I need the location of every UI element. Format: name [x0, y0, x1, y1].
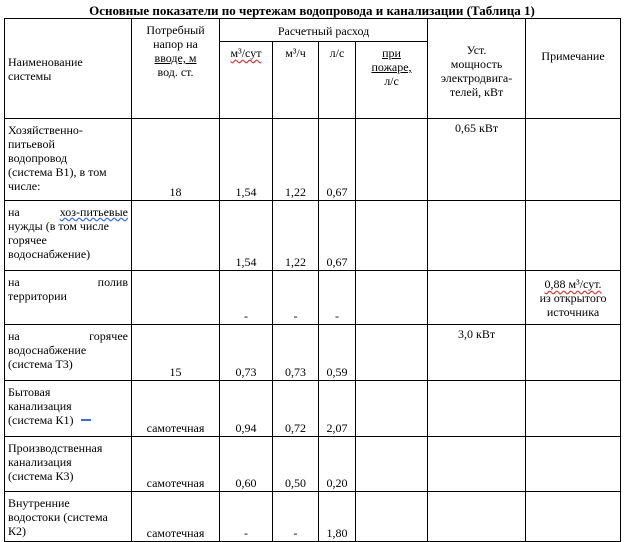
- header-flow-group: Расчетный расход: [220, 19, 428, 42]
- row-power: [428, 381, 526, 437]
- row-l-s: 1,80: [319, 492, 356, 542]
- row-fire: [356, 381, 428, 437]
- row-l-s: 0,67: [319, 201, 356, 271]
- table-title: Основные показатели по чертежам водопровода и канализации (Таблица 1): [89, 3, 535, 18]
- row-note: [526, 325, 621, 381]
- table-row: [5, 492, 621, 542]
- row-pressure: [132, 271, 220, 325]
- table-row: [5, 325, 621, 381]
- row-m3-day: 1,54: [220, 201, 273, 271]
- header-m3-day: м³/сут: [220, 42, 273, 119]
- header-pressure: Потребный напор на вводе, м вод. ст.: [132, 19, 220, 119]
- tab-marker: [81, 419, 91, 421]
- row-name: на хоз-питьевые нужды (в том числе горячее водоснабжение): [5, 201, 132, 271]
- row-power: [428, 201, 526, 271]
- row-note: [526, 437, 621, 492]
- row-fire: [356, 119, 428, 201]
- row-l-s: 0,20: [319, 437, 356, 492]
- header-power: Уст. мощность электродвига- телей, кВт: [428, 19, 526, 119]
- row-l-s: 0,67: [319, 119, 356, 201]
- row-l-s: -: [319, 271, 356, 325]
- row-power: 3,0 кВт: [428, 325, 526, 381]
- row-m3-day: 1,54: [220, 119, 273, 201]
- row-pressure: 15: [132, 325, 220, 381]
- row-fire: [356, 437, 428, 492]
- row-fire: [356, 271, 428, 325]
- header-name: Наименование системы: [5, 19, 132, 119]
- row-note: [526, 119, 621, 201]
- table-row: [5, 271, 621, 325]
- header-fire: при пожаре, л/с: [356, 42, 428, 119]
- header-m3-hour: м³/ч: [273, 42, 319, 119]
- table-row: [5, 119, 621, 201]
- row-fire: [356, 325, 428, 381]
- row-m3-hour: 1,22: [273, 201, 319, 271]
- row-m3-hour: 0,50: [273, 437, 319, 492]
- row-m3-hour: -: [273, 492, 319, 542]
- row-fire: [356, 201, 428, 271]
- row-name: Хозяйственно- питьевой водопровод (система В1), в том числе:: [5, 119, 132, 201]
- row-pressure: 18: [132, 119, 220, 201]
- header-row-1: [5, 19, 621, 42]
- row-m3-day: -: [220, 271, 273, 325]
- row-pressure: [132, 201, 220, 271]
- row-power: 0,65 кВт: [428, 119, 526, 201]
- row-name: Внутренние водостоки (система К2): [5, 492, 132, 542]
- indicators-table: [4, 18, 621, 542]
- header-note: Примечание: [526, 19, 621, 119]
- row-name: на полив территории: [5, 271, 132, 325]
- row-name: Производственная канализация (система К3): [5, 437, 132, 492]
- table-row: [5, 381, 621, 437]
- row-fire: [356, 492, 428, 542]
- row-pressure: самотечная: [132, 381, 220, 437]
- row-m3-day: -: [220, 492, 273, 542]
- table-row: [5, 201, 621, 271]
- row-pressure: самотечная: [132, 492, 220, 542]
- row-name: на горячее водоснабжение (система Т3): [5, 325, 132, 381]
- row-power: [428, 271, 526, 325]
- row-m3-hour: 1,22: [273, 119, 319, 201]
- row-m3-hour: 0,73: [273, 325, 319, 381]
- row-note: 0,88 м³/сут. из открытого источника: [526, 271, 621, 325]
- row-l-s: 2,07: [319, 381, 356, 437]
- row-name: Бытовая канализация (система К1): [5, 381, 132, 437]
- row-m3-day: 0,73: [220, 325, 273, 381]
- row-note: [526, 492, 621, 542]
- row-l-s: 0,59: [319, 325, 356, 381]
- row-m3-day: 0,60: [220, 437, 273, 492]
- row-power: [428, 492, 526, 542]
- table-row: [5, 437, 621, 492]
- row-note: [526, 381, 621, 437]
- row-power: [428, 437, 526, 492]
- row-m3-day: 0,94: [220, 381, 273, 437]
- row-pressure: самотечная: [132, 437, 220, 492]
- row-m3-hour: 0,72: [273, 381, 319, 437]
- header-l-s: л/с: [319, 42, 356, 119]
- row-m3-hour: -: [273, 271, 319, 325]
- row-note: [526, 201, 621, 271]
